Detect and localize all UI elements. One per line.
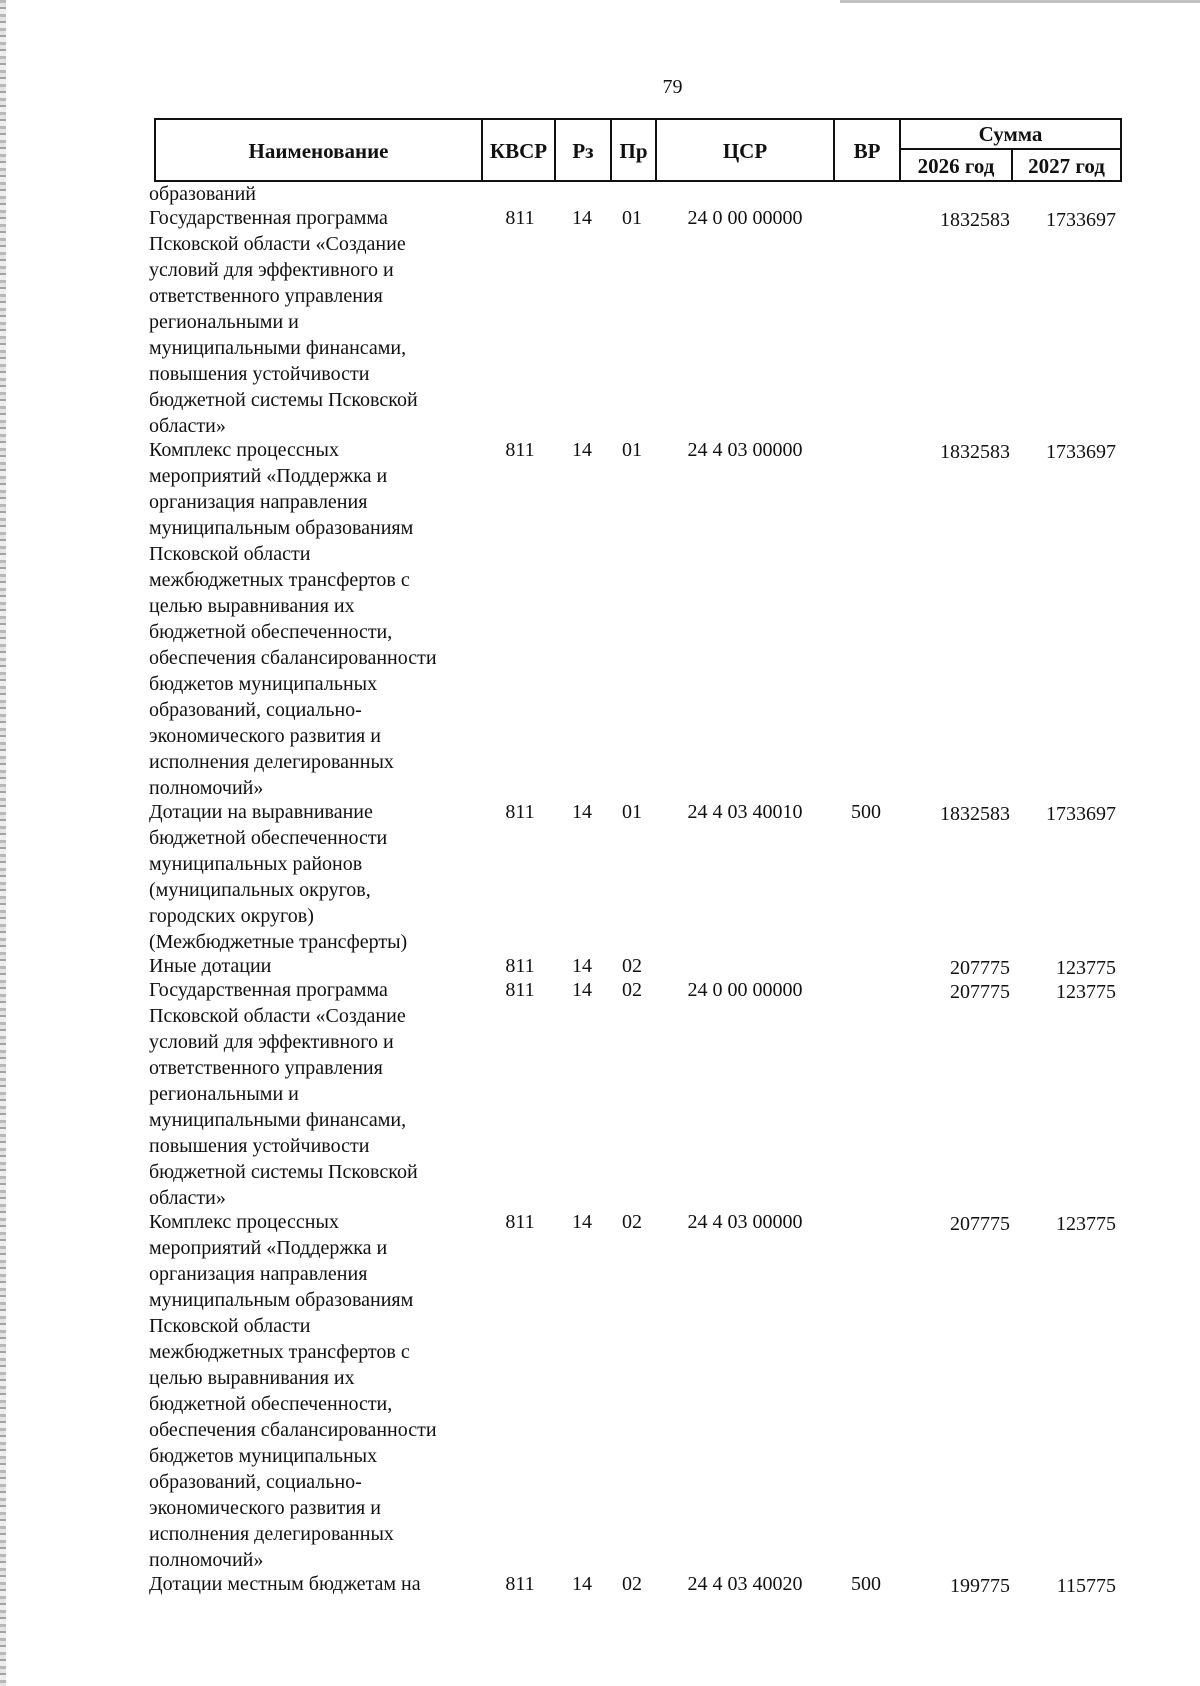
cell-kvsr: 811 xyxy=(505,955,535,977)
row-name-line: муниципальными финансами, xyxy=(149,1109,407,1131)
row-name-line: бюджетной системы Псковской xyxy=(149,1161,418,1183)
row-name-line: организация направления xyxy=(149,491,368,513)
scan-edge-left xyxy=(0,0,6,1686)
row-name-line: бюджетной обеспеченности, xyxy=(149,1393,393,1415)
cell-y2026: 199775 xyxy=(950,1575,1010,1597)
cell-y2027: 1733697 xyxy=(1046,209,1116,231)
header-year-2027: 2027 год xyxy=(1028,153,1105,178)
row-name-line: региональными и xyxy=(149,311,299,333)
row-name-line: муниципальных районов xyxy=(149,853,363,875)
row-name-line: бюджетной обеспеченности xyxy=(149,827,388,849)
cell-csr: 24 0 00 00000 xyxy=(687,979,803,1001)
cell-y2027: 123775 xyxy=(1056,957,1116,979)
cell-kvsr: 811 xyxy=(505,207,535,229)
row-name xyxy=(149,977,469,1211)
header-kvsr: КВСР xyxy=(483,120,556,182)
row-name-line: мероприятий «Поддержка и xyxy=(149,465,388,487)
cell-csr: 24 4 03 00000 xyxy=(687,439,803,461)
row-name-line: Дотации местным бюджетам на xyxy=(149,1573,421,1595)
row-name xyxy=(149,953,469,979)
cell-pr: 01 xyxy=(622,801,642,823)
row-name-line: Иные дотации xyxy=(149,955,272,977)
cell-pr: 02 xyxy=(622,1211,642,1233)
row-name-line: полномочий» xyxy=(149,777,264,799)
cell-kvsr: 811 xyxy=(505,1573,535,1595)
cell-vr: 500 xyxy=(851,1573,881,1595)
row-name xyxy=(149,1209,469,1573)
header-pr: Пр xyxy=(612,120,657,182)
row-name xyxy=(149,181,469,207)
cell-y2027: 123775 xyxy=(1056,981,1116,1003)
row-name-line: условий для эффективного и xyxy=(149,259,394,281)
cell-y2027: 115775 xyxy=(1056,1575,1116,1597)
row-name-line: Государственная программа xyxy=(149,979,388,1001)
row-name xyxy=(149,205,469,439)
cell-pr: 02 xyxy=(622,1573,642,1595)
row-name xyxy=(149,1571,469,1597)
row-name-line: Комплекс процессных xyxy=(149,439,339,461)
row-name-line: исполнения делегированных xyxy=(149,751,394,773)
row-name-line: полномочий» xyxy=(149,1549,264,1571)
header-vr: ВР xyxy=(835,120,901,182)
row-name-line: экономического развития и xyxy=(149,1497,381,1519)
row-name-line: области» xyxy=(149,415,226,437)
row-name-line: межбюджетных трансфертов с xyxy=(149,569,410,591)
row-name-line: условий для эффективного и xyxy=(149,1031,394,1053)
row-name-line: образований, социально- xyxy=(149,1471,362,1493)
row-name-line: области» xyxy=(149,1187,226,1209)
cell-y2026: 1832583 xyxy=(940,803,1010,825)
cell-rz: 14 xyxy=(572,1573,592,1595)
cell-y2026: 1832583 xyxy=(940,441,1010,463)
row-name-line: межбюджетных трансфертов с xyxy=(149,1341,410,1363)
cell-rz: 14 xyxy=(572,439,592,461)
row-name-line: обеспечения сбалансированности xyxy=(149,647,437,669)
row-name-line: (Межбюджетные трансферты) xyxy=(149,931,408,953)
row-name-line: организация направления xyxy=(149,1263,368,1285)
cell-y2027: 123775 xyxy=(1056,1213,1116,1235)
row-name-line: Государственная программа xyxy=(149,207,388,229)
row-name-line: муниципальным образованиям xyxy=(149,1289,414,1311)
row-name-line: целью выравнивания их xyxy=(149,595,355,617)
scan-edge-top xyxy=(840,0,1200,3)
row-name-line: повышения устойчивости xyxy=(149,363,370,385)
cell-y2026: 207775 xyxy=(950,981,1010,1003)
row-name-line: бюджетов муниципальных xyxy=(149,673,378,695)
cell-rz: 14 xyxy=(572,1211,592,1233)
table-header xyxy=(154,118,1122,182)
page-number: 79 xyxy=(662,76,683,98)
row-name-line: образований xyxy=(149,183,257,205)
row-name-line: бюджетной системы Псковской xyxy=(149,389,418,411)
row-name-line: Псковской области «Создание xyxy=(149,233,406,255)
cell-y2027: 1733697 xyxy=(1046,441,1116,463)
row-name-line: муниципальным образованиям xyxy=(149,517,414,539)
cell-vr: 500 xyxy=(851,801,881,823)
cell-rz: 14 xyxy=(572,207,592,229)
row-name-line: повышения устойчивости xyxy=(149,1135,370,1157)
row-name-line: Псковской области «Создание xyxy=(149,1005,406,1027)
cell-kvsr: 811 xyxy=(505,439,535,461)
row-name-line: целью выравнивания их xyxy=(149,1367,355,1389)
row-name xyxy=(149,437,469,801)
cell-y2026: 207775 xyxy=(950,957,1010,979)
row-name-line: мероприятий «Поддержка и xyxy=(149,1237,388,1259)
cell-pr: 01 xyxy=(622,207,642,229)
cell-y2027: 1733697 xyxy=(1046,803,1116,825)
row-name-line: Псковской области xyxy=(149,1315,311,1337)
cell-rz: 14 xyxy=(572,801,592,823)
row-name-line: бюджетной обеспеченности, xyxy=(149,621,393,643)
row-name-line: исполнения делегированных xyxy=(149,1523,394,1545)
header-rz: Рз xyxy=(556,120,612,182)
row-name-line: образований, социально- xyxy=(149,699,362,721)
row-name-line: Комплекс процессных xyxy=(149,1211,339,1233)
cell-kvsr: 811 xyxy=(505,801,535,823)
header-sum-group xyxy=(901,120,1120,182)
cell-csr: 24 4 03 40020 xyxy=(687,1573,803,1595)
row-name-line: Дотации на выравнивание xyxy=(149,801,373,823)
header-csr: ЦСР xyxy=(657,120,835,182)
row-name-line: муниципальными финансами, xyxy=(149,337,407,359)
cell-kvsr: 811 xyxy=(505,1211,535,1233)
cell-rz: 14 xyxy=(572,955,592,977)
row-name-line: ответственного управления xyxy=(149,285,383,307)
row-name-line: (муниципальных округов, xyxy=(149,879,371,901)
row-name-line: обеспечения сбалансированности xyxy=(149,1419,437,1441)
cell-pr: 02 xyxy=(622,979,642,1001)
cell-csr: 24 0 00 00000 xyxy=(687,207,803,229)
row-name-line: Псковской области xyxy=(149,543,311,565)
row-name-line: региональными и xyxy=(149,1083,299,1105)
cell-pr: 01 xyxy=(622,439,642,461)
row-name-line: городских округов) xyxy=(149,905,314,927)
cell-y2026: 207775 xyxy=(950,1213,1010,1235)
cell-pr: 02 xyxy=(622,955,642,977)
row-name-line: экономического развития и xyxy=(149,725,381,747)
cell-csr: 24 4 03 40010 xyxy=(687,801,803,823)
row-name-line: бюджетов муниципальных xyxy=(149,1445,378,1467)
cell-csr: 24 4 03 00000 xyxy=(687,1211,803,1233)
cell-rz: 14 xyxy=(572,979,592,1001)
header-name: Наименование xyxy=(156,120,483,182)
row-name-line: ответственного управления xyxy=(149,1057,383,1079)
header-sum: Сумма xyxy=(901,120,1120,150)
cell-kvsr: 811 xyxy=(505,979,535,1001)
cell-y2026: 1832583 xyxy=(940,209,1010,231)
row-name xyxy=(149,799,469,955)
header-year-2026: 2026 год xyxy=(901,150,1013,182)
